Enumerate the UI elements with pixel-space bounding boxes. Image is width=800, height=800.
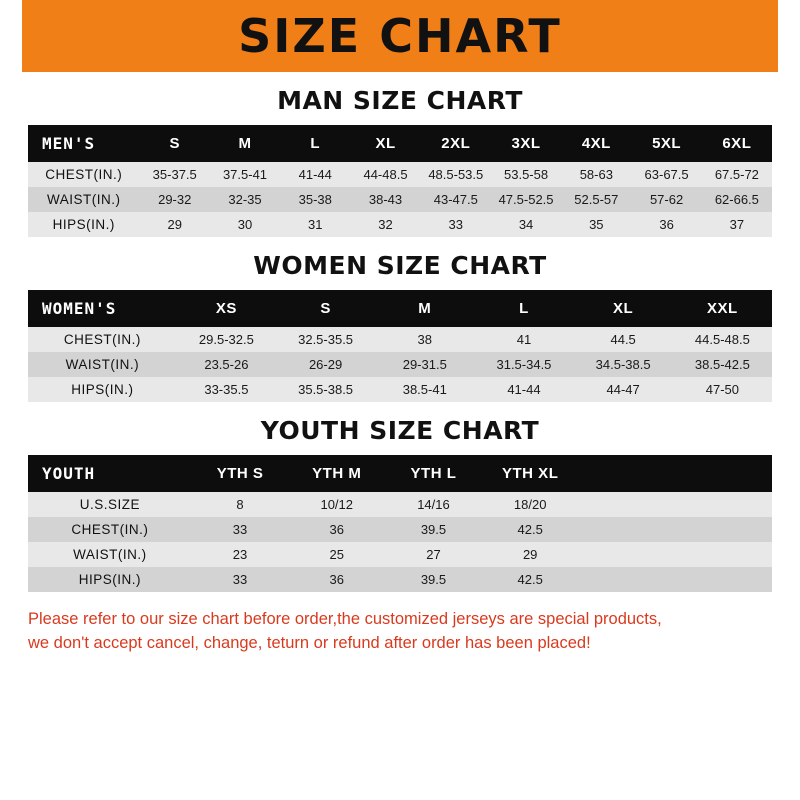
table-cell: 43-47.5 xyxy=(421,187,491,212)
women-col-s: S xyxy=(276,290,375,327)
youth-size-table xyxy=(28,455,772,592)
order-notice xyxy=(28,608,772,656)
youth-table-body xyxy=(28,492,772,592)
man-col-l: L xyxy=(280,125,350,162)
table-row xyxy=(28,542,772,567)
table-cell: 58-63 xyxy=(561,162,631,187)
table-cell: 41-44 xyxy=(280,162,350,187)
man-col-2xl: 2XL xyxy=(421,125,491,162)
women-table-body xyxy=(28,327,772,402)
table-cell: 14/16 xyxy=(385,492,482,517)
youth-col-empty-1 xyxy=(579,455,676,492)
table-cell: 38.5-41 xyxy=(375,377,474,402)
table-row xyxy=(28,352,772,377)
table-cell: 23.5-26 xyxy=(177,352,276,377)
table-cell: 52.5-57 xyxy=(561,187,631,212)
man-row-label-waist: WAIST(IN.) xyxy=(28,187,140,212)
women-row-label-chest: CHEST(IN.) xyxy=(28,327,177,352)
table-cell: 29 xyxy=(482,542,579,567)
table-cell: 37.5-41 xyxy=(210,162,280,187)
women-row-label-waist: WAIST(IN.) xyxy=(28,352,177,377)
table-cell: 32.5-35.5 xyxy=(276,327,375,352)
man-corner-label: MEN'S xyxy=(28,125,140,162)
table-header-row xyxy=(28,290,772,327)
man-table-body xyxy=(28,162,772,237)
table-cell xyxy=(579,567,676,592)
women-size-table xyxy=(28,290,772,402)
women-col-xxl: XXL xyxy=(673,290,772,327)
women-chart-title: WOMEN SIZE CHART xyxy=(253,251,547,280)
youth-row-label-hips: HIPS(IN.) xyxy=(28,567,192,592)
table-cell: 29-31.5 xyxy=(375,352,474,377)
table-cell xyxy=(579,492,676,517)
table-cell: 36 xyxy=(631,212,701,237)
youth-table-header xyxy=(28,455,772,492)
table-cell: 39.5 xyxy=(385,567,482,592)
table-cell: 35-37.5 xyxy=(140,162,210,187)
table-cell xyxy=(579,517,676,542)
notice-line-1: Please refer to our size chart before order,the customized jerseys are special products, xyxy=(28,610,662,628)
man-row-label-hips: HIPS(IN.) xyxy=(28,212,140,237)
header-right-spacer xyxy=(778,0,800,72)
man-col-3xl: 3XL xyxy=(491,125,561,162)
table-cell: 62-66.5 xyxy=(702,187,772,212)
table-cell: 35.5-38.5 xyxy=(276,377,375,402)
man-row-label-chest: CHEST(IN.) xyxy=(28,162,140,187)
table-cell: 10/12 xyxy=(288,492,385,517)
table-cell: 34 xyxy=(491,212,561,237)
table-cell: 33 xyxy=(192,517,289,542)
table-row xyxy=(28,327,772,352)
table-cell: 18/20 xyxy=(482,492,579,517)
table-cell: 25 xyxy=(288,542,385,567)
table-cell: 44.5-48.5 xyxy=(673,327,772,352)
table-cell: 32 xyxy=(350,212,420,237)
table-cell: 33 xyxy=(421,212,491,237)
notice-line-2: we don't accept cancel, change, teturn or refund after order has been placed! xyxy=(28,633,591,652)
women-corner-label: WOMEN'S xyxy=(28,290,177,327)
youth-col-l: YTH L xyxy=(385,455,482,492)
table-cell: 44-47 xyxy=(574,377,673,402)
youth-col-s: YTH S xyxy=(192,455,289,492)
man-col-6xl: 6XL xyxy=(702,125,772,162)
women-col-xs: XS xyxy=(177,290,276,327)
table-cell: 29-32 xyxy=(140,187,210,212)
table-cell: 33 xyxy=(192,567,289,592)
table-cell: 36 xyxy=(288,567,385,592)
table-cell: 38.5-42.5 xyxy=(673,352,772,377)
table-cell: 37 xyxy=(702,212,772,237)
women-col-l: L xyxy=(474,290,573,327)
table-cell xyxy=(675,492,772,517)
table-cell: 41-44 xyxy=(474,377,573,402)
table-cell: 48.5-53.5 xyxy=(421,162,491,187)
youth-col-empty-2 xyxy=(675,455,772,492)
table-cell: 29.5-32.5 xyxy=(177,327,276,352)
table-cell: 26-29 xyxy=(276,352,375,377)
youth-chart-title: YOUTH SIZE CHART xyxy=(260,416,540,445)
table-cell xyxy=(675,542,772,567)
table-cell: 8 xyxy=(192,492,289,517)
table-row xyxy=(28,187,772,212)
table-cell: 31.5-34.5 xyxy=(474,352,573,377)
table-cell: 44-48.5 xyxy=(350,162,420,187)
table-cell: 42.5 xyxy=(482,517,579,542)
man-chart-title: MAN SIZE CHART xyxy=(277,86,523,115)
table-cell: 38 xyxy=(375,327,474,352)
header-left-spacer xyxy=(0,0,22,72)
youth-row-label-waist: WAIST(IN.) xyxy=(28,542,192,567)
charts-container xyxy=(0,86,800,592)
man-table-header xyxy=(28,125,772,162)
table-row xyxy=(28,567,772,592)
table-header-row xyxy=(28,455,772,492)
table-cell: 47.5-52.5 xyxy=(491,187,561,212)
table-cell: 67.5-72 xyxy=(702,162,772,187)
table-cell: 42.5 xyxy=(482,567,579,592)
man-size-table xyxy=(28,125,772,237)
man-col-xl: XL xyxy=(350,125,420,162)
youth-col-m: YTH M xyxy=(288,455,385,492)
page-title: SIZE CHART xyxy=(238,9,562,63)
table-cell: 38-43 xyxy=(350,187,420,212)
table-cell: 35-38 xyxy=(280,187,350,212)
man-col-5xl: 5XL xyxy=(631,125,701,162)
table-cell: 31 xyxy=(280,212,350,237)
table-row xyxy=(28,517,772,542)
table-cell: 34.5-38.5 xyxy=(574,352,673,377)
table-cell xyxy=(675,517,772,542)
women-table-header xyxy=(28,290,772,327)
table-cell: 39.5 xyxy=(385,517,482,542)
table-cell xyxy=(579,542,676,567)
women-col-m: M xyxy=(375,290,474,327)
table-row xyxy=(28,377,772,402)
table-cell: 30 xyxy=(210,212,280,237)
table-cell: 36 xyxy=(288,517,385,542)
table-cell: 63-67.5 xyxy=(631,162,701,187)
table-cell: 29 xyxy=(140,212,210,237)
youth-corner-label: YOUTH xyxy=(28,455,192,492)
table-cell xyxy=(675,567,772,592)
man-col-4xl: 4XL xyxy=(561,125,631,162)
youth-row-label-chest: CHEST(IN.) xyxy=(28,517,192,542)
header-band xyxy=(0,0,800,72)
table-header-row xyxy=(28,125,772,162)
table-cell: 57-62 xyxy=(631,187,701,212)
table-cell: 44.5 xyxy=(574,327,673,352)
man-col-m: M xyxy=(210,125,280,162)
women-row-label-hips: HIPS(IN.) xyxy=(28,377,177,402)
table-cell: 41 xyxy=(474,327,573,352)
man-col-s: S xyxy=(140,125,210,162)
table-cell: 33-35.5 xyxy=(177,377,276,402)
table-row xyxy=(28,212,772,237)
table-cell: 23 xyxy=(192,542,289,567)
table-cell: 53.5-58 xyxy=(491,162,561,187)
table-cell: 47-50 xyxy=(673,377,772,402)
table-row xyxy=(28,492,772,517)
table-cell: 32-35 xyxy=(210,187,280,212)
youth-row-label-ussize: U.S.SIZE xyxy=(28,492,192,517)
table-cell: 35 xyxy=(561,212,631,237)
table-cell: 27 xyxy=(385,542,482,567)
youth-col-xl: YTH XL xyxy=(482,455,579,492)
table-row xyxy=(28,162,772,187)
women-col-xl: XL xyxy=(574,290,673,327)
